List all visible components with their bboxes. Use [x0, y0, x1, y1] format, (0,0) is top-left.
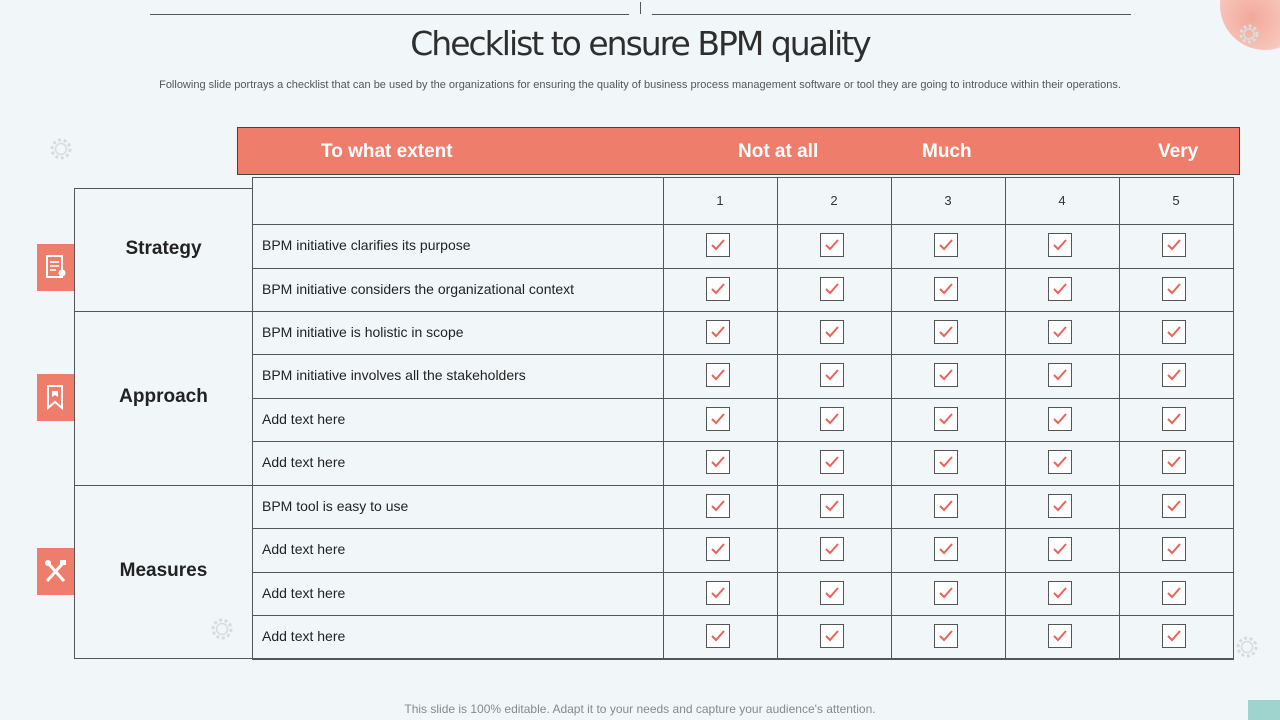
check-icon: [1166, 281, 1182, 297]
page-subtitle: Following slide portrays a checklist that can be used by the organizations for ensuring the quality of business process management software or tool they are going to introduce within their operations.: [159, 79, 1121, 91]
category-column-border: [74, 188, 253, 189]
row-divider: [252, 311, 1234, 312]
check-icon: [824, 498, 840, 514]
checkbox[interactable]: [934, 624, 958, 648]
check-icon: [938, 585, 954, 601]
check-icon: [824, 411, 840, 427]
checkbox[interactable]: [934, 581, 958, 605]
column-divider: [1005, 177, 1006, 659]
checkbox[interactable]: [934, 233, 958, 257]
check-icon: [1166, 454, 1182, 470]
document-icon: [37, 244, 74, 291]
checkbox[interactable]: [934, 407, 958, 431]
checkbox[interactable]: [934, 363, 958, 387]
gear-icon: [1233, 633, 1261, 661]
category-separator: [74, 485, 253, 486]
checkbox[interactable]: [706, 407, 730, 431]
checkbox[interactable]: [1162, 233, 1186, 257]
checkbox[interactable]: [706, 494, 730, 518]
checkbox[interactable]: [1162, 407, 1186, 431]
header-extent-label: To what extent: [321, 141, 453, 162]
checklist-item-text: Add text here: [262, 628, 346, 644]
checkbox[interactable]: [1048, 537, 1072, 561]
checklist-item-text: BPM initiative considers the organizational context: [262, 280, 575, 297]
checkbox[interactable]: [1048, 320, 1072, 344]
check-icon: [1052, 367, 1068, 383]
check-icon: [710, 411, 726, 427]
category-separator: [74, 311, 253, 312]
check-icon: [938, 498, 954, 514]
checkbox[interactable]: [706, 537, 730, 561]
checkbox[interactable]: [706, 277, 730, 301]
corner-accent-box: [1248, 700, 1280, 720]
check-icon: [710, 237, 726, 253]
check-icon: [938, 324, 954, 340]
checkbox[interactable]: [820, 581, 844, 605]
tools-icon: [37, 548, 74, 595]
row-divider: [252, 659, 1234, 660]
check-icon: [824, 281, 840, 297]
checkbox[interactable]: [706, 320, 730, 344]
category-column-border: [252, 177, 253, 659]
gear-icon: [208, 615, 236, 643]
scale-number: 3: [944, 193, 952, 208]
scale-number: 1: [716, 193, 724, 208]
row-divider: [252, 441, 1234, 442]
check-icon: [938, 411, 954, 427]
checkbox[interactable]: [934, 320, 958, 344]
checkbox[interactable]: [934, 450, 958, 474]
checkbox[interactable]: [1048, 494, 1072, 518]
checkbox[interactable]: [1048, 233, 1072, 257]
check-icon: [824, 541, 840, 557]
checklist-item-text: Add text here: [262, 454, 346, 470]
check-icon: [710, 498, 726, 514]
bookmark-icon: [37, 374, 74, 421]
page-title: Checklist to ensure BPM quality: [410, 24, 870, 63]
row-divider: [252, 354, 1234, 355]
checkbox[interactable]: [934, 494, 958, 518]
check-icon: [1052, 454, 1068, 470]
checkbox[interactable]: [1048, 407, 1072, 431]
column-divider: [663, 177, 664, 659]
category-label: Measures: [119, 560, 208, 581]
checkbox[interactable]: [1048, 450, 1072, 474]
row-divider: [252, 615, 1234, 616]
check-icon: [938, 454, 954, 470]
checkbox[interactable]: [1162, 581, 1186, 605]
check-icon: [1166, 541, 1182, 557]
checkbox[interactable]: [820, 233, 844, 257]
checkbox[interactable]: [706, 233, 730, 257]
scale-number: 4: [1058, 193, 1066, 208]
check-icon: [824, 628, 840, 644]
check-icon: [1166, 324, 1182, 340]
row-divider: [252, 398, 1234, 399]
header-not-at-all: Not at all: [738, 141, 819, 162]
checklist-item-text: Add text here: [262, 410, 346, 427]
table-bottom-border: [74, 658, 1234, 659]
scale-number: 5: [1172, 193, 1180, 208]
checklist-item-text: BPM tool is easy to use: [262, 497, 409, 514]
check-icon: [1052, 411, 1068, 427]
check-icon: [1166, 628, 1182, 644]
check-icon: [1166, 585, 1182, 601]
check-icon: [824, 237, 840, 253]
header-much: Much: [922, 141, 972, 162]
checklist-item-text: Add text here: [262, 584, 346, 601]
check-icon: [710, 324, 726, 340]
check-icon: [1052, 628, 1068, 644]
top-rule-left: [150, 14, 629, 15]
header-very: Very: [1158, 141, 1199, 162]
row-divider: [252, 177, 1234, 178]
check-icon: [824, 585, 840, 601]
check-icon: [1052, 585, 1068, 601]
check-icon: [1052, 237, 1068, 253]
checkbox[interactable]: [1162, 450, 1186, 474]
checkbox[interactable]: [1162, 537, 1186, 561]
checkbox[interactable]: [820, 407, 844, 431]
row-divider: [252, 528, 1234, 529]
check-icon: [938, 628, 954, 644]
row-divider: [252, 268, 1234, 269]
check-icon: [1052, 541, 1068, 557]
check-icon: [710, 541, 726, 557]
checkbox[interactable]: [706, 450, 730, 474]
check-icon: [710, 585, 726, 601]
gear-icon: [47, 135, 75, 163]
checkbox[interactable]: [1048, 363, 1072, 387]
row-divider: [252, 572, 1234, 573]
check-icon: [1052, 498, 1068, 514]
row-divider: [252, 485, 1234, 486]
column-divider: [1233, 177, 1234, 659]
checkbox[interactable]: [1048, 581, 1072, 605]
check-icon: [824, 454, 840, 470]
check-icon: [824, 367, 840, 383]
check-icon: [1166, 237, 1182, 253]
checklist-item-text: BPM initiative is holistic in scope: [262, 323, 464, 340]
column-divider: [777, 177, 778, 659]
checkbox[interactable]: [1162, 494, 1186, 518]
check-icon: [938, 541, 954, 557]
checkbox[interactable]: [820, 363, 844, 387]
check-icon: [1052, 281, 1068, 297]
column-divider: [1119, 177, 1120, 659]
checklist-item-text: Add text here: [262, 541, 346, 557]
check-icon: [938, 367, 954, 383]
category-label: Strategy: [125, 237, 202, 259]
check-icon: [710, 454, 726, 470]
check-icon: [938, 281, 954, 297]
checkbox[interactable]: [1162, 624, 1186, 648]
check-icon: [710, 367, 726, 383]
checkbox[interactable]: [1048, 624, 1072, 648]
top-rule-tick: [640, 2, 641, 14]
checkbox[interactable]: [1162, 277, 1186, 301]
checkbox[interactable]: [1162, 363, 1186, 387]
checkbox[interactable]: [934, 277, 958, 301]
column-divider: [891, 177, 892, 659]
checkbox[interactable]: [706, 581, 730, 605]
check-icon: [710, 628, 726, 644]
check-icon: [710, 281, 726, 297]
row-divider: [252, 224, 1234, 225]
checkbox[interactable]: [1048, 277, 1072, 301]
footer-note: This slide is 100% editable. Adapt it to your needs and capture your audience's attention.: [404, 702, 876, 716]
checkbox[interactable]: [820, 320, 844, 344]
check-icon: [1166, 498, 1182, 514]
checkbox[interactable]: [820, 537, 844, 561]
checkbox[interactable]: [820, 450, 844, 474]
checkbox[interactable]: [820, 624, 844, 648]
checklist-item-text: BPM initiative involves all the stakeholders: [262, 367, 526, 383]
checklist-item-text: BPM initiative clarifies its purpose: [262, 237, 471, 253]
check-icon: [938, 237, 954, 253]
checkbox[interactable]: [706, 624, 730, 648]
check-icon: [824, 324, 840, 340]
check-icon: [1166, 367, 1182, 383]
check-icon: [1166, 411, 1182, 427]
category-label: Approach: [119, 386, 208, 407]
top-rule-right: [652, 14, 1131, 15]
table-header-bar: [237, 127, 1240, 175]
checkbox[interactable]: [820, 494, 844, 518]
check-icon: [1052, 324, 1068, 340]
checkbox[interactable]: [706, 363, 730, 387]
checkbox[interactable]: [820, 277, 844, 301]
checkbox[interactable]: [934, 537, 958, 561]
scale-number: 2: [830, 193, 838, 208]
checkbox[interactable]: [1162, 320, 1186, 344]
